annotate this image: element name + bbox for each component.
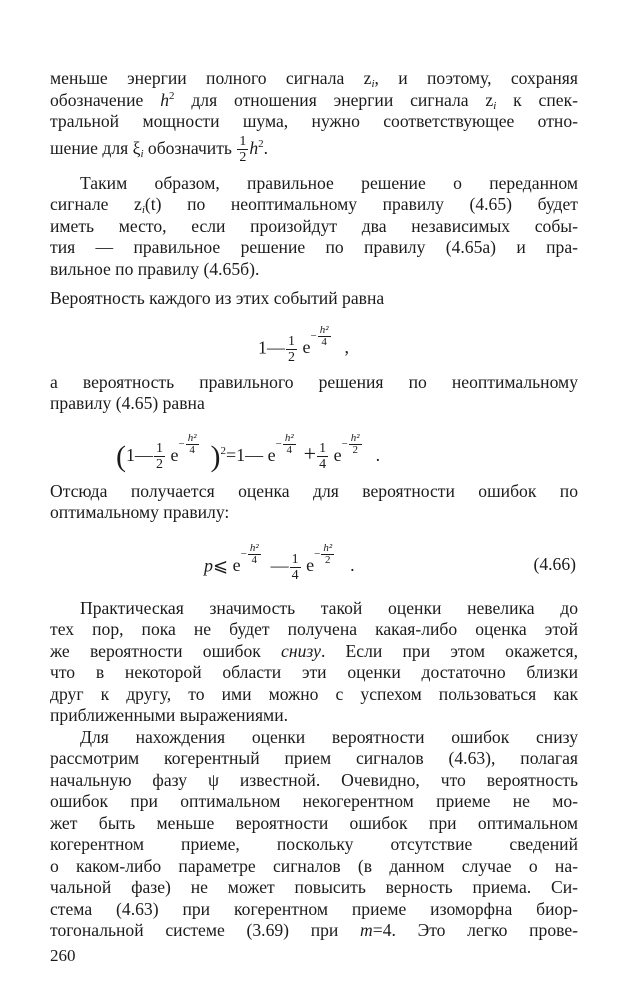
paragraph-1 — [50, 68, 578, 163]
page-number: 260 — [50, 945, 76, 965]
text-line: стема (4.63) при когерентном приеме изоморфна биор- — [50, 898, 578, 919]
formula-3: p⩽ e − $\frac{\text{h²}}{4}$ — $\frac{1}{4}$ e − $\frac{\text{h²}}{2}$ . (4.66) — [204, 542, 576, 583]
text-line: жет быть меньше вероятности ошибок при оптимальном — [50, 812, 578, 833]
exponential: e − $\frac{\text{h²}}{4}$ — [302, 324, 329, 358]
text-line: что в некоторой области эти оценки достаточно близки — [50, 662, 578, 682]
text-line: о каком-либо параметре сигналов (в данном случае о на- — [50, 855, 578, 876]
fraction: $\frac{1}{2}$ — [239, 133, 247, 165]
paragraph-7 — [50, 727, 578, 942]
paragraph-5 — [50, 481, 578, 524]
text-line: приближенными выражениями. — [50, 705, 289, 725]
text-line: вильное по правилу (4.65б). — [50, 258, 260, 279]
fraction: $\frac{1}{4}$ — [319, 440, 327, 472]
paragraph-3 — [50, 288, 578, 310]
exponential: e − $\frac{\text{h²}}{2}$ — [306, 542, 333, 576]
text-line: тральной мощности шума, нужно соответствующее отно- — [50, 111, 578, 131]
text-line: тогональной системе (3.69) при m=4. Это легко прове- — [50, 920, 578, 940]
text-line: обозначение $h^2$ для отношения энергии сигнала $z_i$ к спек- — [50, 89, 578, 112]
paragraph-4 — [50, 372, 578, 415]
text-line: Вероятность каждого из этих событий равна — [50, 288, 385, 308]
paragraph-2 — [50, 173, 578, 281]
exponential: e − $\frac{\text{h²}}{2}$ — [333, 431, 360, 465]
text-line: рассмотрим когерентный прием сигналов (4.63), полагая — [50, 748, 578, 768]
text-line: правилу (4.65) равна — [50, 393, 205, 413]
fraction: $\frac{1}{2}$ — [156, 440, 163, 472]
exponential: e − $\frac{\text{h²}}{4}$ — [267, 431, 294, 465]
text-line: Таким образом, правильное решение о переданном — [80, 172, 578, 193]
text-line: же вероятности ошибок снизу. Если при этом окажется, — [50, 640, 578, 661]
text-line: оптимальному правилу: — [50, 502, 230, 522]
text-line: друг к другу, то ими можно с успехом пользоваться как — [50, 683, 578, 704]
page-text — [50, 68, 578, 966]
text-line: когерентном приеме, поскольку отсутствие сведений — [50, 834, 578, 854]
fraction: $\frac{1}{2}$ — [288, 333, 295, 365]
text-line: шение для $\xi_i$ обозначить $\frac{1}{2}$ $h^2$. — [50, 133, 269, 165]
fraction: $\frac{1}{4}$ — [291, 551, 299, 583]
text-line: тия — правильное решение по правилу (4.65а) и пра- — [50, 237, 578, 257]
text-line: чальной фазе) не может повысить верность приема. Си- — [50, 877, 578, 897]
text-line: Практическая значимость такой оценки невелика до — [80, 597, 578, 618]
text-line: меньше энергии полного сигнала $z_i$, и поэтому, сохраняя — [50, 68, 578, 90]
equation-number: (4.66) — [533, 553, 576, 574]
formula-1: 1— $\frac{1}{2}$ e − $\frac{\text{h²}}{4}$ , — [258, 324, 349, 365]
exponential: e − $\frac{\text{h²}}{4}$ — [170, 431, 197, 465]
text-line: Отсюда получается оценка для вероятности ошибок по — [50, 480, 578, 501]
exponential: e − $\frac{\text{h²}}{4}$ — [232, 542, 259, 576]
text-line: сигнале $z_i(t)$ по неоптимальному правилу (4.65) будет — [50, 194, 578, 216]
text-line: ошибок при оптимальном некогерентном приеме не мо- — [50, 791, 578, 811]
text-line: начальную фазу ψ известной. Очевидно, что вероятность — [50, 769, 578, 790]
paragraph-6 — [50, 598, 578, 727]
formula-2: (1— $\frac{1}{2}$ e − $\frac{\text{h²}}{4}$ )$^2$=1— e − $\frac{\text{h²}}{4}$ + $\frac{1}{4}$ e − $\frac{\text{h²}}{2}$ . — [116, 431, 381, 473]
text-line: иметь место, если произойдут два независимых собы- — [50, 215, 578, 236]
text-line: тех пор, пока не будет получена какая-либо оценка этой — [50, 619, 578, 639]
text-line: Для нахождения оценки вероятности ошибок снизу — [80, 726, 578, 747]
text-line: а вероятность правильного решения по неоптимальному — [50, 371, 578, 392]
